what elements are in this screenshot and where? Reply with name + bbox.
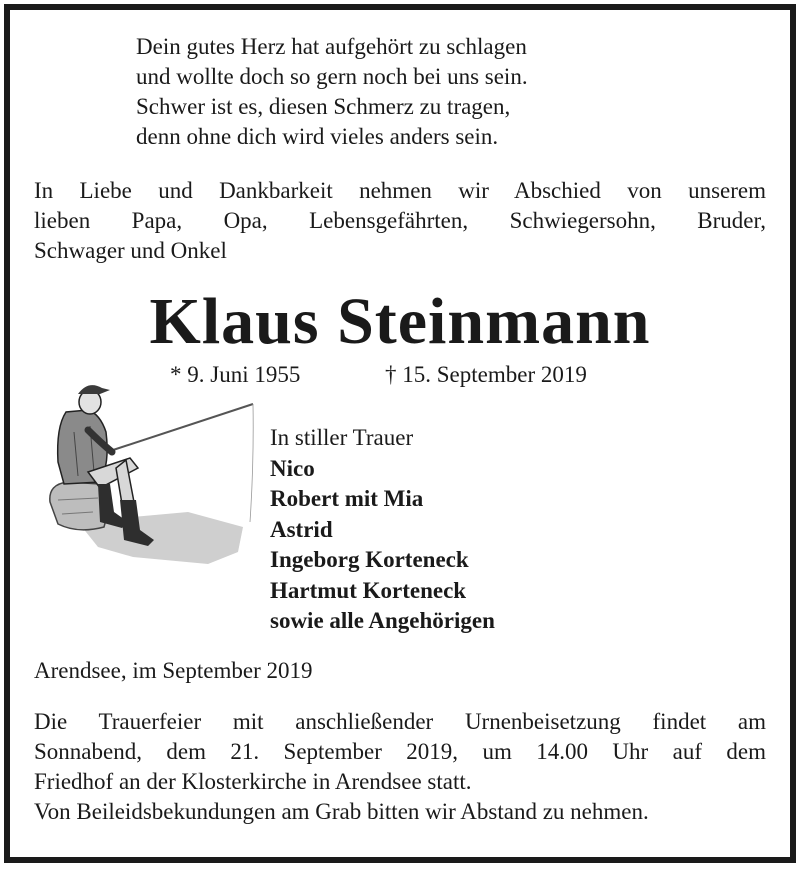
poem — [136, 32, 528, 152]
birth-date: * 9. Juni 1955 — [170, 362, 301, 387]
poem-line: Schwer ist es, diesen Schmerz zu tragen, — [136, 94, 511, 119]
notice-line: Sonnabend, dem 21. September 2019, um 14.00 Uhr auf dem — [34, 739, 766, 764]
mourner-name: Astrid — [270, 516, 333, 542]
poem-line: denn ohne dich wird vieles anders sein. — [136, 124, 499, 149]
mourner-name: Ingeborg Korteneck — [270, 547, 469, 572]
intro-line: Schwager und Onkel — [34, 238, 227, 263]
intro-line: In Liebe und Dankbarkeit nehmen wir Abschied von unserem — [34, 178, 766, 203]
notice-line: Von Beileidsbekundungen am Grab bitten wir Abstand zu nehmen. — [34, 799, 649, 824]
death-date: † 15. September 2019 — [385, 362, 587, 387]
poem-line: Dein gutes Herz hat aufgehört zu schlagen — [136, 34, 527, 59]
fisherman-illustration — [38, 372, 258, 572]
mourner-name: Hartmut Korteneck — [270, 577, 467, 603]
funeral-notice — [34, 707, 766, 827]
deceased-name: Klaus Steinmann — [149, 285, 651, 358]
poem-line: und wollte doch so gern noch bei uns sein. — [136, 64, 528, 89]
intro-text — [34, 176, 766, 266]
intro-line: lieben Papa, Opa, Lebensgefährten, Schwiegersohn, Bruder, — [34, 208, 766, 233]
mourners-list — [270, 423, 495, 637]
notice-line: Die Trauerfeier mit anschließender Urnenbeisetzung findet am — [34, 709, 766, 734]
place-date: Arendsee, im September 2019 — [34, 658, 313, 683]
mourner-name: Nico — [270, 455, 315, 481]
notice-line: Friedhof an der Klosterkirche in Arendsee statt. — [34, 769, 472, 794]
mourners-heading: In stiller Trauer — [270, 425, 414, 450]
mourner-name: sowie alle Angehörigen — [270, 608, 495, 633]
mourner-name: Robert mit Mia — [270, 486, 424, 511]
